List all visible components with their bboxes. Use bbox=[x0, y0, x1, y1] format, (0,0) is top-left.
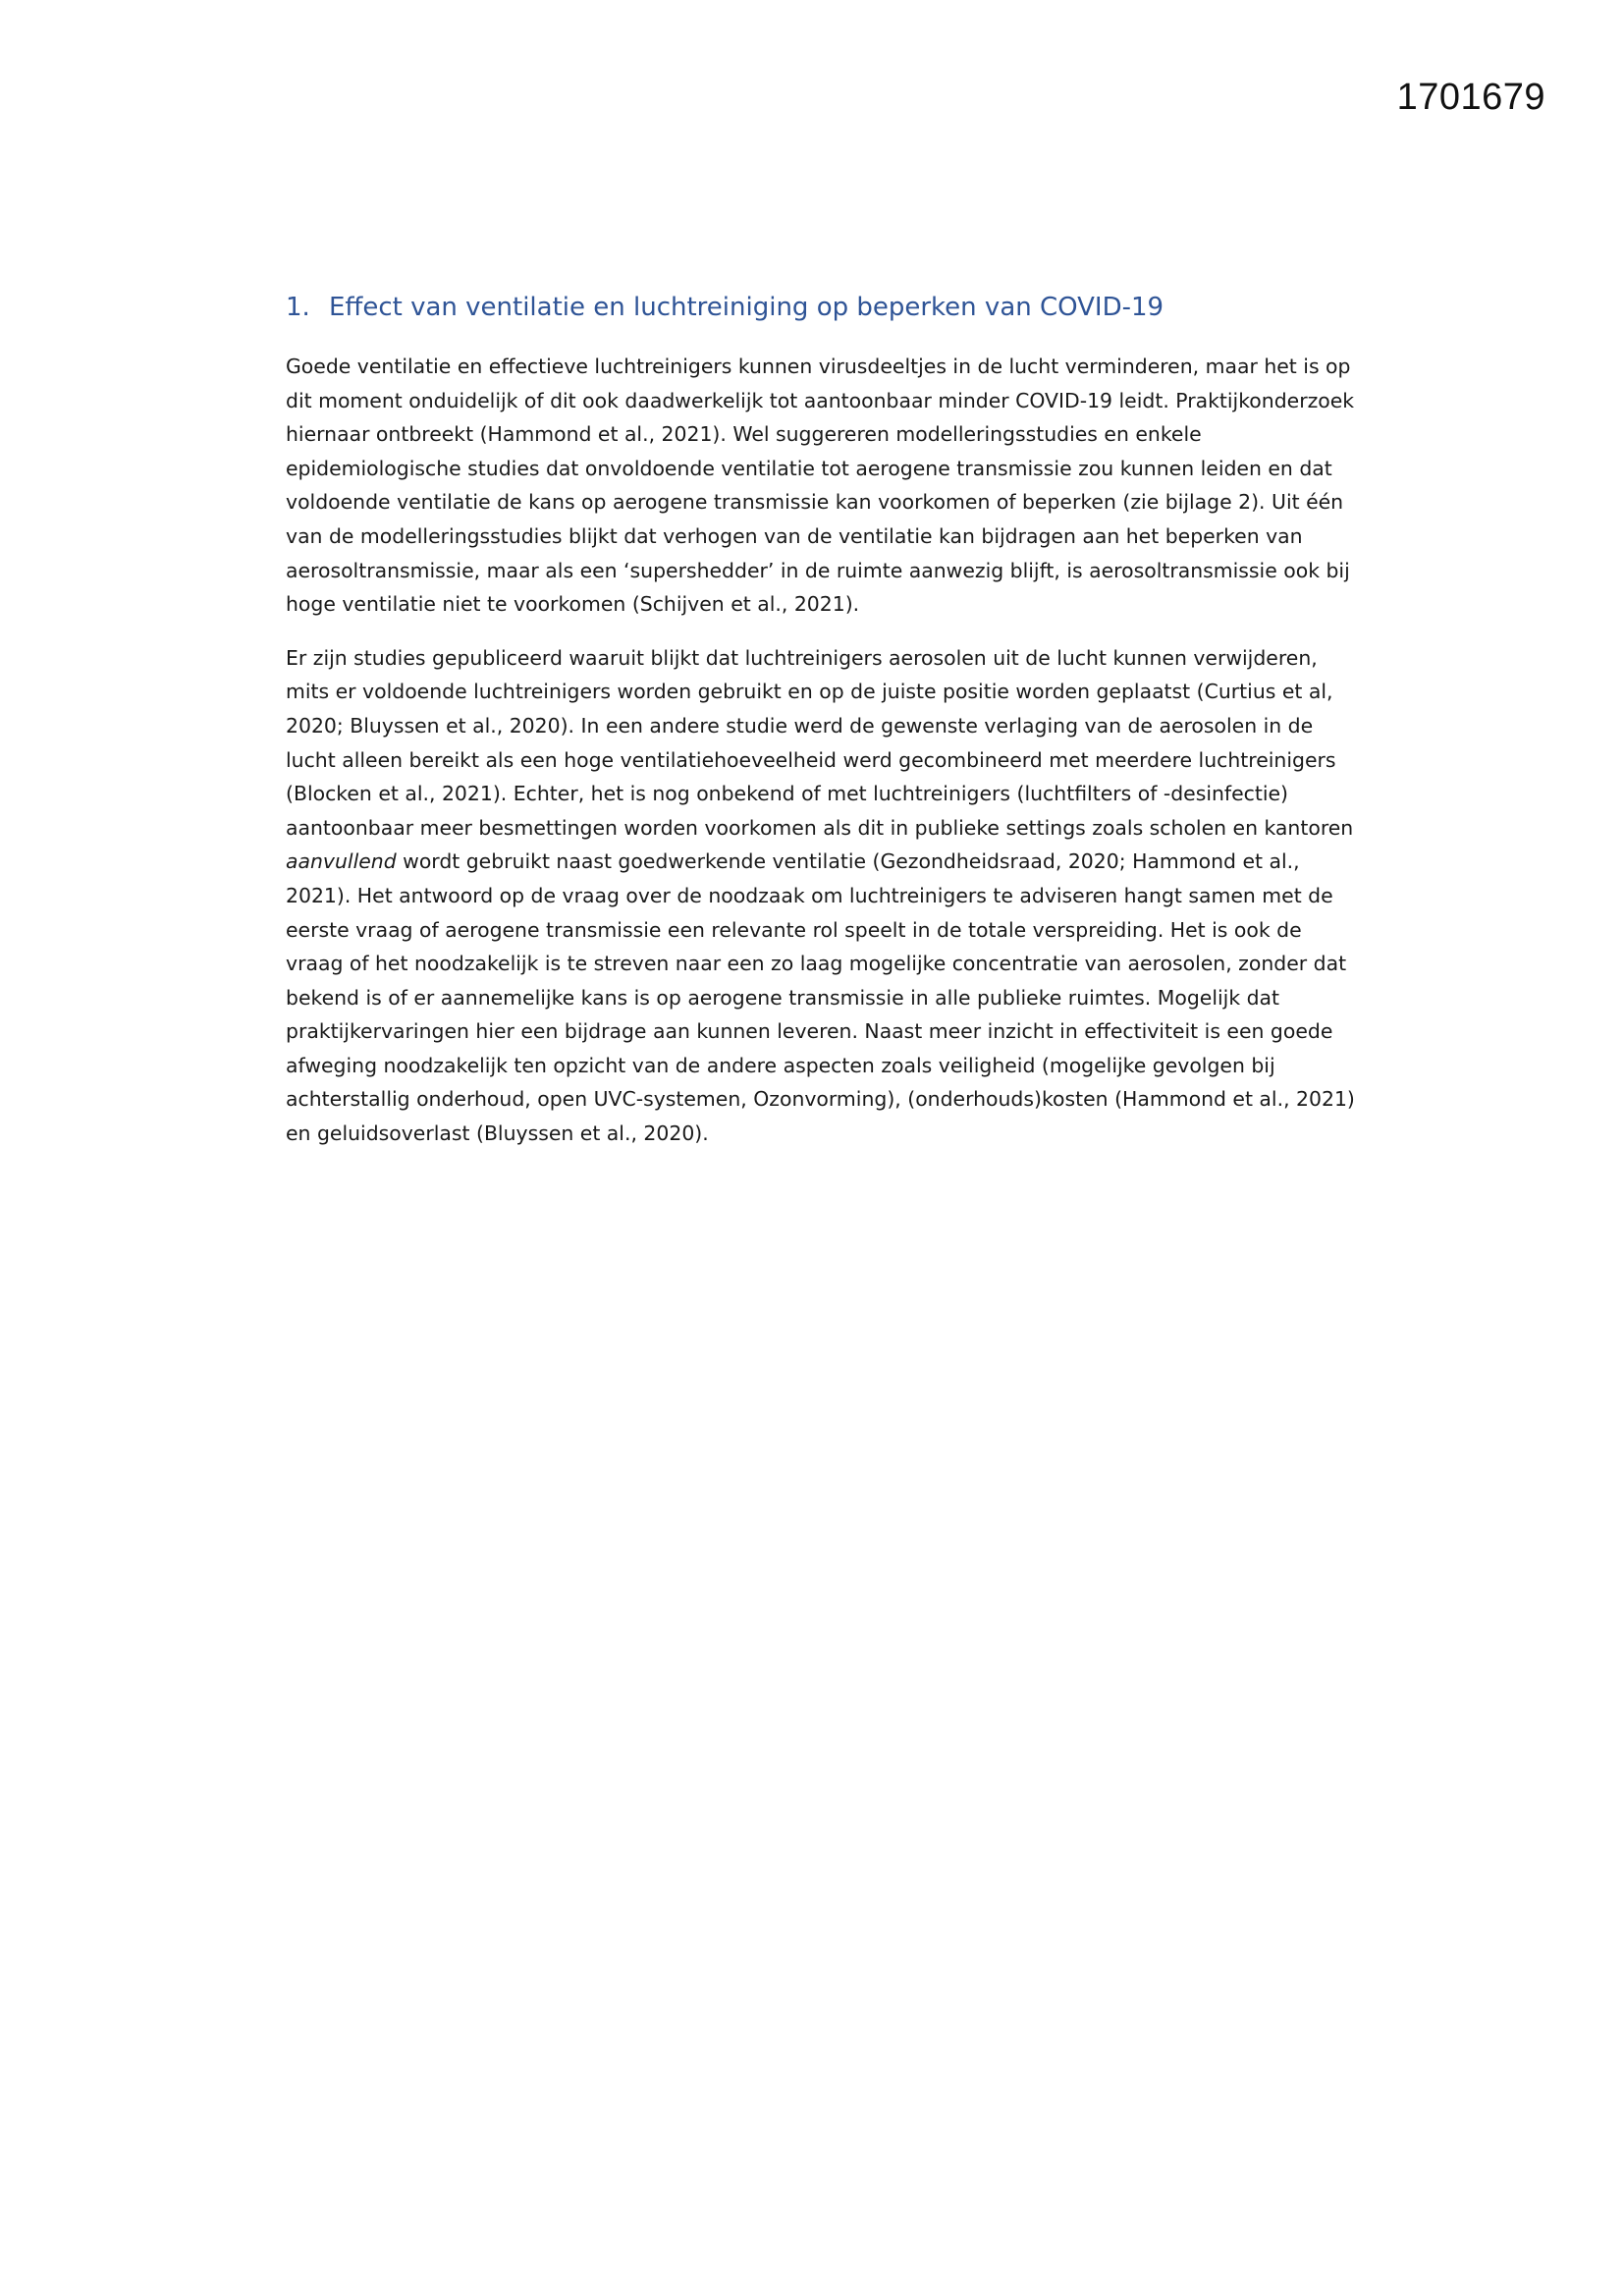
section-number: 1. bbox=[286, 293, 310, 322]
emphasized-word: aanvullend bbox=[286, 849, 397, 874]
document-number: 1701679 bbox=[1396, 77, 1545, 118]
paragraph-text-part: wordt gebruikt naast goedwerkende ventilatie (Gezondheidsraad, 2020; Hammond et al., 2021). Het antwoord op de vraag over de noodzaak om luchtreinigers te adviseren hangt samen met de eerste vraag of aerogene transmissie een relevante rol speelt in de totale verspreiding. Het is ook de vraag of het noodzakelijk is te streven naar een zo laag mogelijke concentratie van aerosolen, zonder dat bekend is of er aannemelijke kans is op aerogene transmissie in alle publieke ruimtes. Mogelijk dat praktijkervaringen hier een bijdrage aan kunnen leveren. Naast meer inzicht in effectiviteit is een goede afweging noodzakelijk ten opzicht van de andere aspecten zoals veiligheid (mogelijke gevolgen bij achterstallig onderhoud, open UVC-systemen, Ozonvorming), (onderhouds)kosten (Hammond et al., 2021) en geluidsoverlast (Bluyssen et al., 2020). bbox=[286, 849, 1355, 1146]
paragraph-air-purifiers bbox=[286, 641, 1356, 1151]
paragraph-text-part: Er zijn studies gepubliceerd waaruit blijkt dat luchtreinigers aerosolen uit de lucht kunnen verwijderen, mits er voldoende luchtreinigers worden gebruikt en op de juiste positie worden geplaatst (Curtius et al, 2020; Bluyssen et al., 2020). In een andere studie werd de gewenste verlaging van de aerosolen in de lucht alleen bereikt als een hoge ventilatiehoeveelheid werd gecombineerd met meerdere luchtreinigers (Blocken et al., 2021). Echter, het is nog onbekend of met luchtreinigers (luchtfilters of -desinfectie) aantoonbaar meer besmettingen worden voorkomen als dit in publieke settings zoals scholen en kantoren bbox=[286, 645, 1354, 840]
section-heading bbox=[286, 293, 1356, 322]
paragraph-ventilation: Goede ventilatie en effectieve luchtreinigers kunnen virusdeeltjes in de lucht verminderen, maar het is op dit moment onduidelijk of dit ook daadwerkelijk tot aantoonbaar minder COVID-19 leidt. Praktijkonderzoek hiernaar ontbreekt (Hammond et al., 2021). Wel suggereren modelleringsstudies en enkele epidemiologische studies dat onvoldoende ventilatie tot aerogene transmissie zou kunnen leiden en dat voldoende ventilatie de kans op aerogene transmissie kan voorkomen of beperken (zie bijlage 2). Uit één van de modelleringsstudies blijkt dat verhogen van de ventilatie kan bijdragen aan het beperken van aerosoltransmissie, maar als een ‘supershedder’ in de ruimte aanwezig blijft, is aerosoltransmissie ook bij hoge ventilatie niet te voorkomen (Schijven et al., 2021). bbox=[286, 355, 1355, 617]
section-title: Effect van ventilatie en luchtreiniging op beperken van COVID-19 bbox=[329, 293, 1164, 322]
page-content bbox=[286, 293, 1356, 1171]
